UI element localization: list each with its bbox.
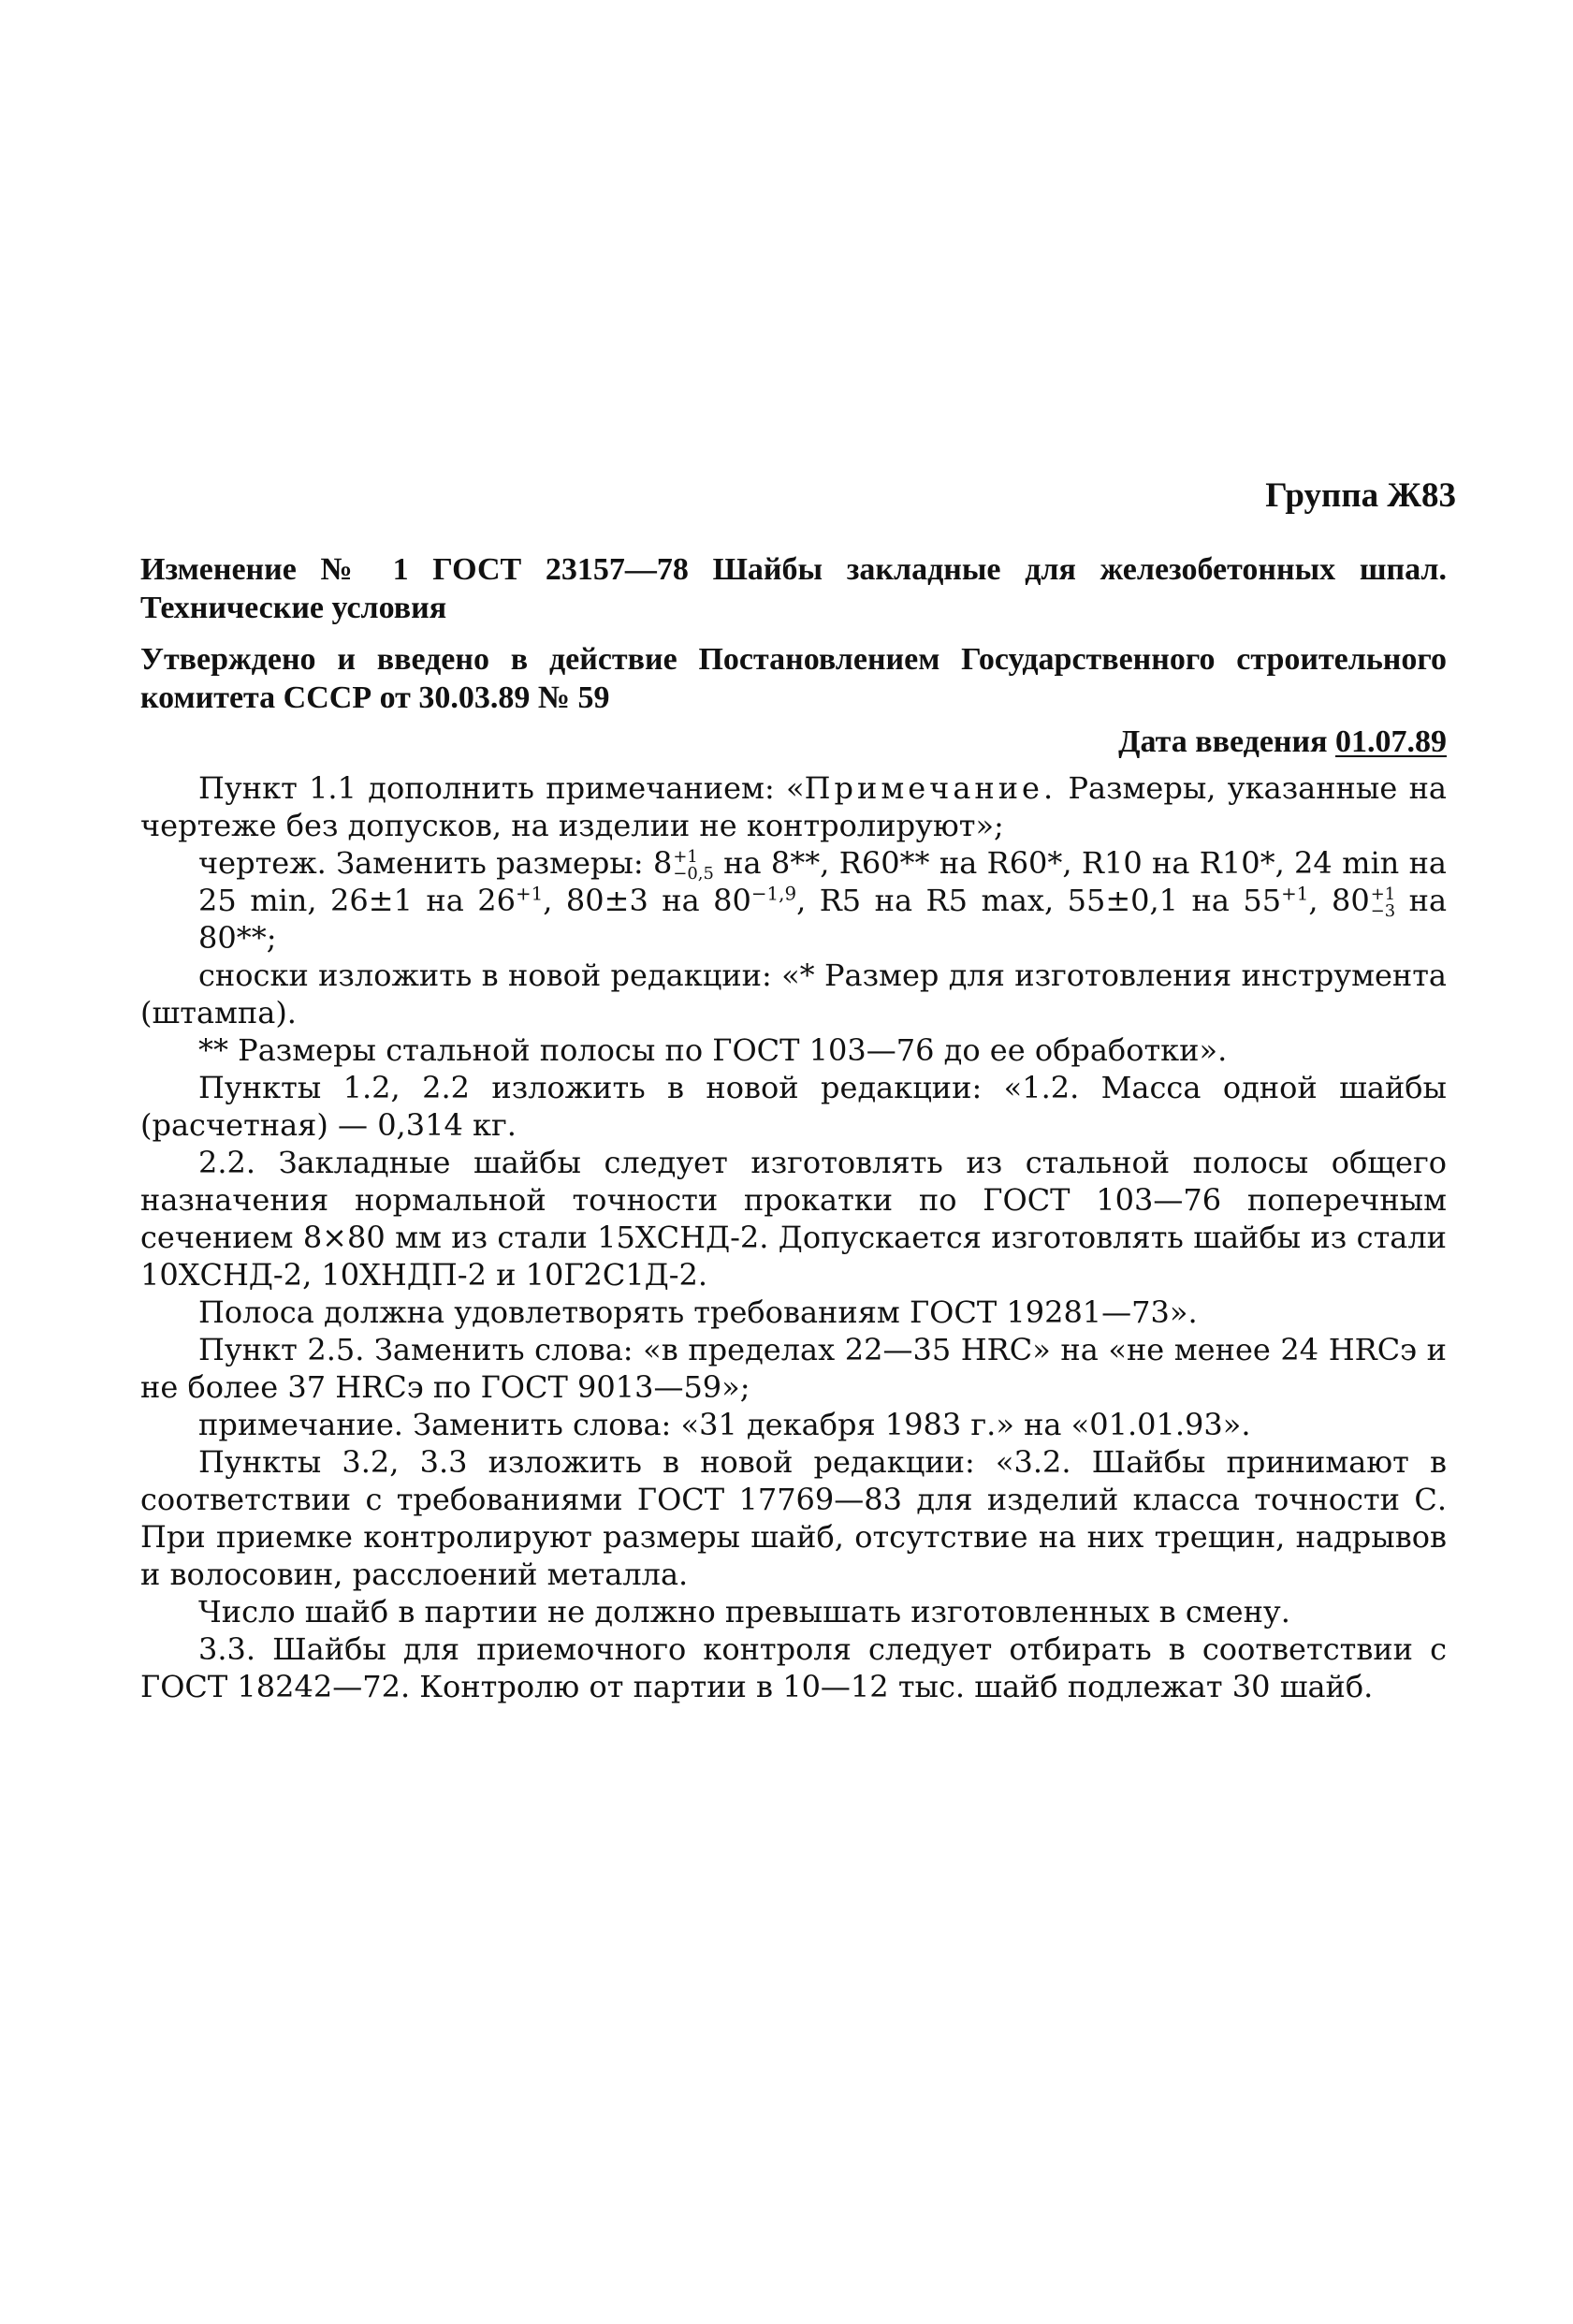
paragraph-batch: Число шайб в партии не должно превышать изготовленных в смену. bbox=[198, 1594, 1290, 1630]
approval-statement: Утверждено и введено в действие Постановлением Государственного строительного комитета СССР от 30.03.89 № 59 bbox=[140, 642, 1447, 715]
effective-date-label: Дата введения bbox=[1118, 724, 1328, 759]
effective-date-value: 01.07.89 bbox=[1335, 724, 1447, 759]
note-word: Примечание. bbox=[804, 770, 1057, 806]
paragraph-footnotes: сноски изложить в новой редакции: «* Размер для изготовления инструмента (штампа). bbox=[140, 957, 1447, 1030]
paragraph-2-2: 2.2. Закладные шайбы следует изготовлять из стальной полосы общего назначения нормальной точности прокатки по ГОСТ 103—76 поперечным сечением 8×80 мм из стали 15ХСНД-2. Допускается изготовлять шайбы из стали 10ХСНД-2, 10ХНДП-2 и 10Г2С1Д-2. bbox=[140, 1145, 1447, 1293]
paragraph-footnote-2: ** Размеры стальной полосы по ГОСТ 103—76 до ее обработки». bbox=[198, 1032, 1228, 1068]
paragraph-2-5: Пункт 2.5. Заменить слова: «в пределах 22—35 HRC» на «не менее 24 HRCэ и не более 37 HRCэ по ГОСТ 9013—59»; bbox=[140, 1332, 1447, 1405]
group-code: Группа Ж83 bbox=[1265, 476, 1456, 515]
tolerance-80: +1 −3 bbox=[1370, 884, 1396, 921]
paragraph-strip: Полоса должна удовлетворять требованиям ГОСТ 19281—73». bbox=[198, 1294, 1198, 1330]
tolerance-8: +1 −0,5 bbox=[673, 847, 714, 884]
amendment-title: Изменение № 1 ГОСТ 23157—78 Шайбы закладные для железобетонных шпал. Технические условия bbox=[140, 552, 1447, 625]
effective-date-line bbox=[140, 723, 1447, 761]
paragraph-drawing-dims: чертеж. Заменить размеры: 8 +1 −0,5 на 8**, R60** на R60*, R10 на R10*, 24 min на 25 min, 26±1 на $26^{+1}$, 80±3 на $80^{-1,9}$, R5 на R5 max, 55±0,1 на $55^{+1}$, 80 +1 −3 на 80**; bbox=[198, 845, 1448, 956]
document-header bbox=[140, 550, 1447, 761]
amendment-body bbox=[140, 769, 1447, 1705]
paragraph-3-3: 3.3. Шайбы для приемочного контроля следует отбирать в соответствии с ГОСТ 18242—72. Контролю от партии в 10—12 тыс. шайб подлежат 30 шайб. bbox=[140, 1631, 1447, 1704]
paragraph-mass: Пункты 1.2, 2.2 изложить в новой редакции: «1.2. Масса одной шайбы (расчетная) — 0,314 кг. bbox=[140, 1070, 1447, 1143]
paragraph-1: Пункт 1.1 дополнить примечанием: «Примечание. Размеры, указанные на чертеже без допусков, на изделии не контролируют»; bbox=[140, 770, 1448, 843]
paragraph-3-2: Пункты 3.2, 3.3 изложить в новой редакции: «3.2. Шайбы принимают в соответствии с требованиями ГОСТ 17769—83 для изделий класса точности С. При приемке контролируют размеры шайб, отсутствие на них трещин, надрывов и волосовин, расслоений металла. bbox=[140, 1444, 1447, 1592]
paragraph-note-change: примечание. Заменить слова: «31 декабря 1983 г.» на «01.01.93». bbox=[198, 1407, 1251, 1442]
